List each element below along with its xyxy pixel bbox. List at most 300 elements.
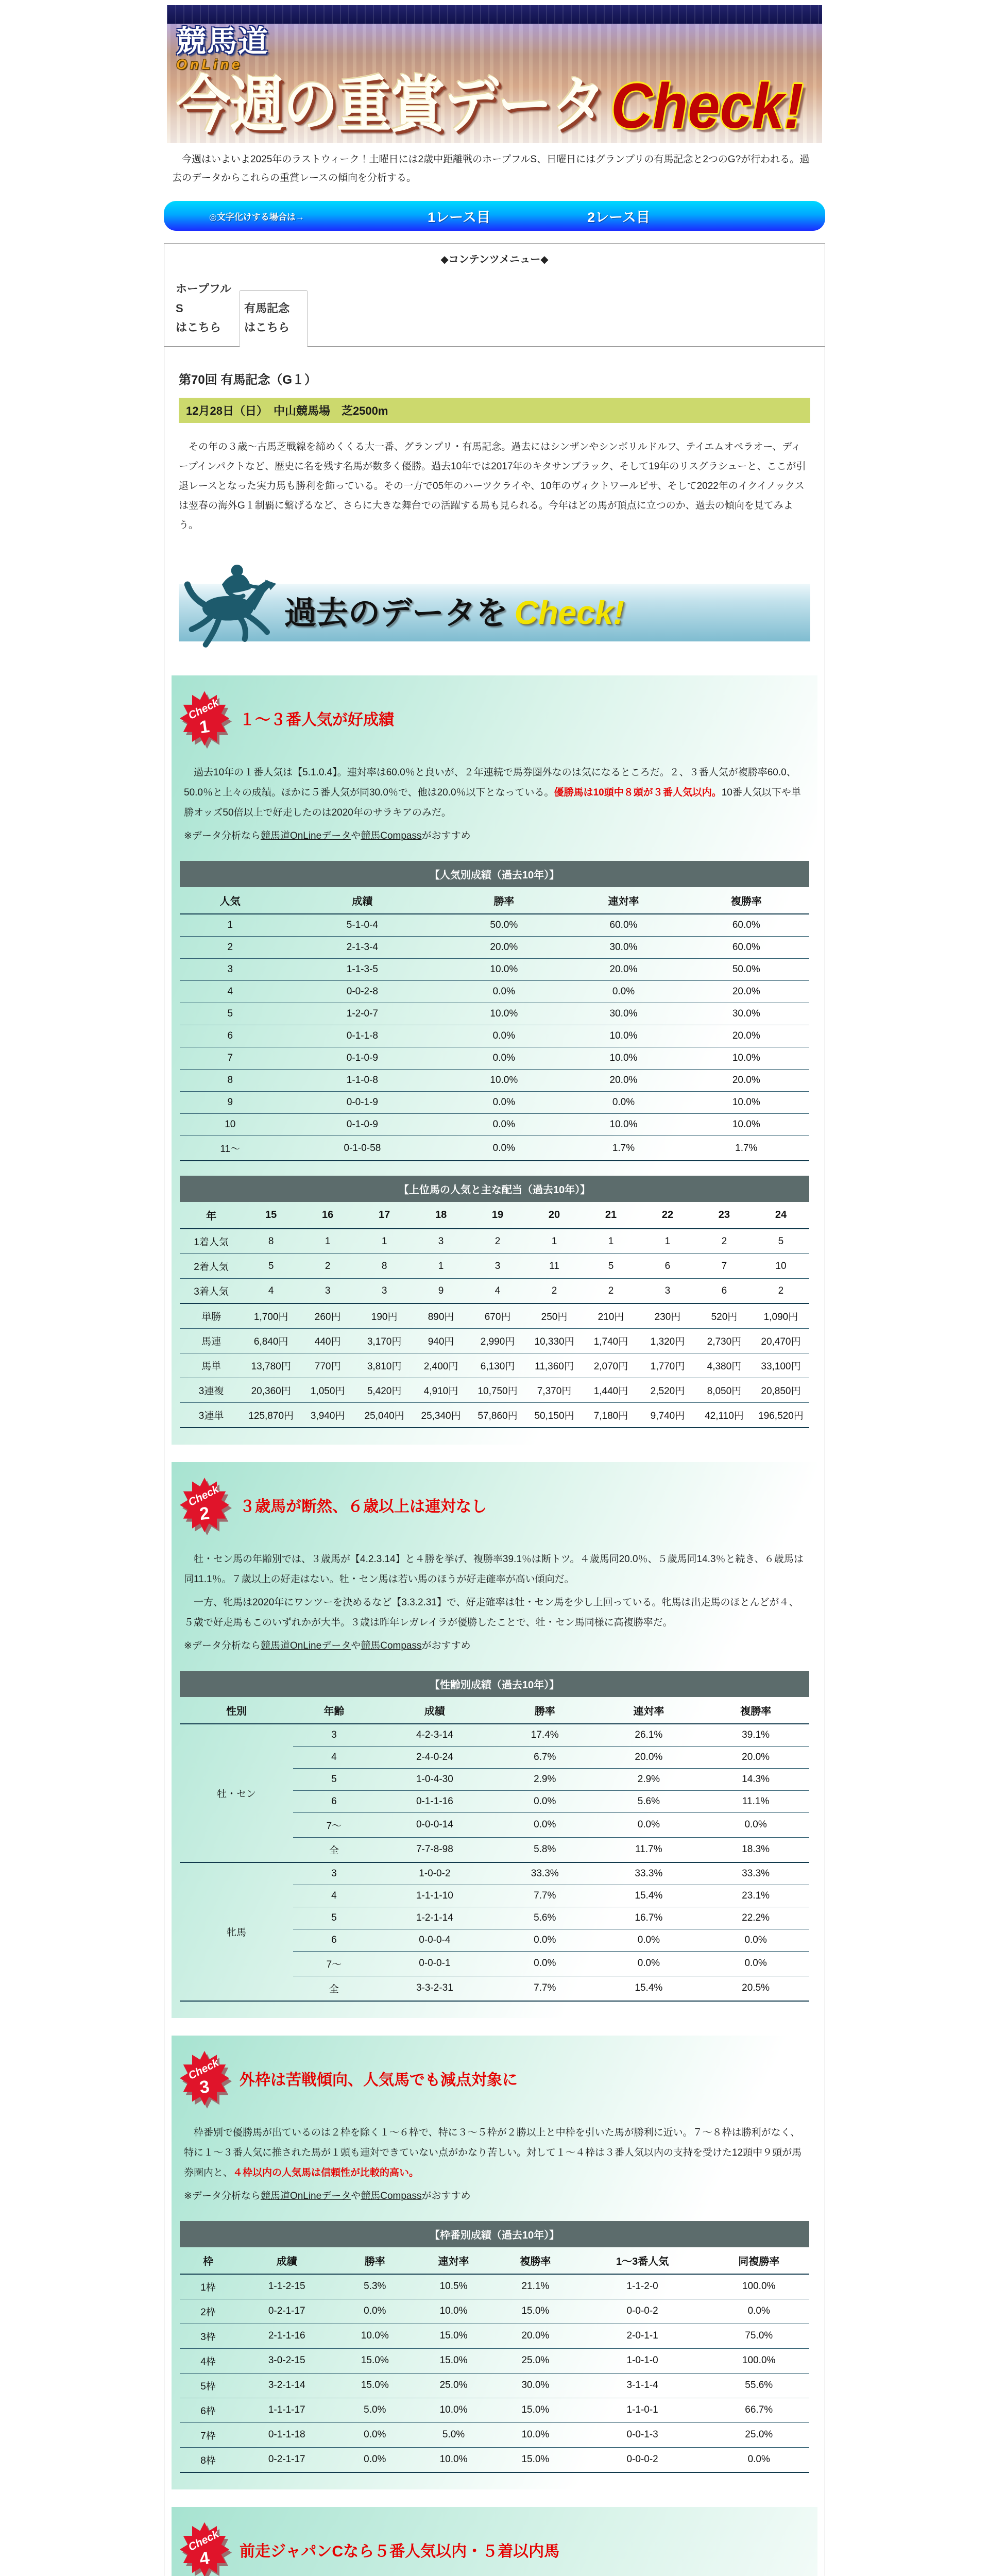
table-cell: 1.7%: [564, 1136, 683, 1161]
table-cell: 2: [583, 1279, 639, 1304]
column-header: 複勝率: [702, 1697, 809, 1724]
table-cell: 3: [356, 1279, 413, 1304]
table-cell: 39.1%: [742, 1729, 770, 1740]
table-cell: 7: [696, 1254, 753, 1279]
table-cell: 7.7%: [494, 1885, 595, 1907]
column-header: 勝率: [444, 887, 564, 914]
table-cell: 牡・セン: [216, 1788, 256, 1800]
table-cell: 5.0%: [413, 2422, 494, 2447]
table-cell: 7～: [293, 1812, 375, 1837]
past-data-text: 過去のデータを: [284, 596, 508, 632]
column-header: 勝率: [494, 1697, 595, 1724]
column-header: 成績: [375, 1697, 494, 1724]
table-cell: 17.4%: [531, 1729, 559, 1740]
table-cell: 9,740円: [639, 1403, 696, 1428]
text-segment: ※データ分析なら: [184, 2190, 261, 2201]
table-cell: 3連複: [180, 1378, 243, 1403]
check-paragraph: [184, 2123, 805, 2183]
badge-number: 1: [198, 717, 211, 738]
table-row: [180, 2447, 809, 2472]
table-cell: 1-1-3-5: [281, 959, 445, 981]
column-header: 複勝率: [684, 887, 809, 914]
table-cell: 0-0-1-9: [281, 1092, 445, 1114]
check-paragraph: [184, 826, 805, 846]
table-cell: 5: [293, 1907, 375, 1929]
tab-hopeful-stakes[interactable]: [172, 271, 240, 346]
column-header: 15: [243, 1202, 299, 1229]
table-cell: 2,730円: [696, 1329, 753, 1353]
table-cell: 0.0%: [494, 1929, 595, 1951]
table-row: [180, 1279, 809, 1304]
table-cell: 1-2-1-14: [375, 1907, 494, 1929]
table-cell: 0-1-0-9: [281, 1047, 445, 1070]
column-header: 18: [413, 1202, 469, 1229]
badge-number: 4: [198, 2548, 211, 2569]
table-cell: 20.0%: [564, 1070, 683, 1092]
column-header: 複勝率: [494, 2247, 576, 2274]
table-cell: 2枠: [180, 2299, 236, 2324]
table-cell: 6: [639, 1254, 696, 1279]
table-row: [180, 1862, 809, 1885]
table-cell: 2: [753, 1279, 809, 1304]
table-cell: 1: [413, 1254, 469, 1279]
table-cell: 55.6%: [708, 2373, 809, 2398]
table-cell: 14.3%: [702, 1768, 809, 1790]
table-row: [180, 1136, 809, 1161]
table-cell: 0-1-1-16: [375, 1790, 494, 1812]
data-table: [180, 887, 809, 1161]
table-cell: 6: [293, 1929, 375, 1951]
table-cell: 33.3%: [595, 1862, 703, 1885]
table-cell: 16.7%: [595, 1907, 703, 1929]
table-cell: 15.4%: [595, 1885, 703, 1907]
table-cell: 2-1-3-4: [281, 937, 445, 959]
table-cell: 7: [180, 1047, 281, 1070]
table-cell: 20.0%: [564, 959, 683, 981]
tab-label-line2: はこちら: [176, 320, 221, 334]
table-cell: 6: [180, 1025, 281, 1047]
table-cell: 1: [551, 1235, 557, 1247]
table-cell: 1: [325, 1235, 331, 1247]
table-cell: 10.0%: [413, 2447, 494, 2472]
table-cell: 25.0%: [494, 2348, 576, 2373]
table-cell: 33.3%: [702, 1862, 809, 1885]
table-cell: 5.0%: [337, 2398, 413, 2422]
table-cell: 25.0%: [413, 2373, 494, 2398]
column-header: 成績: [281, 887, 445, 914]
table-cell: 3: [299, 1279, 356, 1304]
nav-link-race1[interactable]: 1レース目: [428, 209, 490, 225]
table-cell: 5: [583, 1254, 639, 1279]
table-cell: 2,990円: [469, 1329, 526, 1353]
table-cell: 牝馬: [180, 1862, 293, 2001]
table-cell: 20,360円: [243, 1378, 299, 1403]
table-cell: 0-0-0-4: [375, 1929, 494, 1951]
table-cell: 2,070円: [583, 1353, 639, 1378]
table-cell: 57,860円: [469, 1403, 526, 1428]
column-header: 20: [526, 1202, 583, 1229]
table-cell: 8: [180, 1070, 281, 1092]
table-cell: 0.0%: [444, 1092, 564, 1114]
table-cell: 0-1-0-9: [281, 1114, 445, 1136]
table-cell: 10.0%: [413, 2299, 494, 2324]
table-cell: 3連単: [180, 1403, 243, 1428]
table-cell: 22.2%: [702, 1907, 809, 1929]
nav-bar: [164, 201, 825, 231]
table-cell: 100.0%: [742, 2281, 776, 2292]
table-cell: 4-2-3-14: [416, 1729, 453, 1740]
table-cell: 1,090円: [753, 1303, 809, 1329]
table-cell: 15.0%: [494, 2447, 576, 2472]
table-cell: 8: [268, 1235, 274, 1247]
table-row: [180, 1003, 809, 1025]
banner-main: [167, 24, 822, 143]
table-row: [180, 1303, 809, 1329]
table-cell: 3,810円: [356, 1353, 413, 1378]
banner-title: [176, 61, 804, 142]
table-cell: 2,400円: [413, 1353, 469, 1378]
inline-link[interactable]: 競馬道OnLineデータ: [260, 2190, 351, 2201]
inline-link[interactable]: 競馬道OnLineデータ: [260, 831, 351, 842]
table-cell: 4: [243, 1279, 299, 1304]
table-cell: 0.0%: [444, 1047, 564, 1070]
table-cell: 0.0%: [708, 2299, 809, 2324]
table-row: [180, 1047, 809, 1070]
check-badge-icon: [180, 2522, 229, 2576]
table-cell: 5.6%: [494, 1907, 595, 1929]
table-cell: 3: [639, 1279, 696, 1304]
table-cell: 2: [494, 1235, 501, 1247]
table-cell: 5,420円: [356, 1378, 413, 1403]
text-segment: がおすすめ: [421, 831, 471, 842]
check-title: ３歳馬が断然、６歳以上は連対なし: [240, 1498, 487, 1516]
inline-link[interactable]: 競馬Compass: [361, 1640, 422, 1651]
table-cell: 0.0%: [702, 1812, 809, 1837]
table-cell: 3: [293, 1862, 375, 1885]
table-cell: 6: [696, 1279, 753, 1304]
text-segment: や: [351, 831, 361, 842]
table-cell: 1枠: [200, 2282, 216, 2293]
table-cell: 1-0-1-0: [576, 2348, 709, 2373]
table-cell: 1-1-2-15: [268, 2281, 305, 2292]
check-header: [180, 2522, 809, 2576]
table-row: [180, 2274, 809, 2299]
inline-link[interactable]: 競馬Compass: [361, 831, 422, 842]
check-section-3: [172, 2036, 817, 2489]
check-paragraph: [184, 1636, 805, 1656]
table-cell: 6枠: [180, 2398, 236, 2422]
table-cell: 0.0%: [444, 981, 564, 1003]
table-cell: 13,780円: [243, 1353, 299, 1378]
tab-label-line1: ホープフルS: [176, 282, 232, 315]
table-cell: 3: [180, 959, 281, 981]
table-cell: 0-0-0-2: [576, 2447, 709, 2472]
table-cell: 1.7%: [684, 1136, 809, 1161]
table-row: [180, 1353, 809, 1378]
table-cell: 0.0%: [494, 1812, 595, 1837]
table-cell: 0-2-1-17: [236, 2299, 337, 2324]
table-cell: 4: [293, 1885, 375, 1907]
table-cell: 4,910円: [413, 1378, 469, 1403]
column-header: 枠: [180, 2247, 236, 2274]
table-cell: 20,850円: [753, 1378, 809, 1403]
page: [159, 5, 830, 2576]
column-header: 17: [356, 1202, 413, 1229]
table-cell: 20.5%: [702, 1976, 809, 2001]
table-row: [180, 1378, 809, 1403]
table-cell: 0.0%: [337, 2447, 413, 2472]
table-cell: 42,110円: [696, 1403, 753, 1428]
column-header: 連対率: [413, 2247, 494, 2274]
table-row: [180, 1254, 809, 1279]
table-cell: 1-1-0-8: [281, 1070, 445, 1092]
table-row: [180, 2373, 809, 2398]
table-cell: 7.7%: [494, 1976, 595, 2001]
column-header: 22: [639, 1202, 696, 1229]
badge-check-label: Check: [186, 697, 221, 722]
table-cell: 0-1-1-8: [281, 1025, 445, 1047]
table-cell: 18.3%: [702, 1837, 809, 1862]
text-segment: や: [351, 2190, 361, 2201]
table-cell: 1: [608, 1235, 614, 1247]
column-header: 19: [469, 1202, 526, 1229]
table-title: 【枠番別成績（過去10年）】: [180, 2221, 809, 2247]
column-header: 23: [696, 1202, 753, 1229]
table-cell: 2: [299, 1254, 356, 1279]
tab-arima-kinen[interactable]: [240, 290, 308, 347]
check-header: [180, 2051, 809, 2106]
banner-title-accent: Check!: [611, 70, 804, 142]
table-cell: 10.0%: [413, 2398, 494, 2422]
table-cell: 10.0%: [444, 959, 564, 981]
table-cell: 1-0-4-30: [375, 1768, 494, 1790]
table-cell: 30.0%: [564, 1003, 683, 1025]
content-menu-heading: ◆コンテンツメニュー◆: [440, 254, 549, 266]
table-cell: 7～: [293, 1951, 375, 1976]
table-cell: 10.0%: [684, 1114, 809, 1136]
check-badge-icon: [180, 691, 229, 745]
check-sections: [164, 675, 825, 2576]
table-cell: 21.1%: [521, 2281, 550, 2292]
table-row: [180, 1229, 809, 1254]
text-segment: がおすすめ: [421, 2190, 471, 2201]
table-title: 【性齢別成績（過去10年）】: [180, 1671, 809, 1697]
header-banner: [167, 5, 822, 143]
inline-link[interactable]: 競馬道OnLineデータ: [260, 1640, 351, 1651]
table-cell: 5-1-0-4: [346, 920, 378, 931]
table-cell: 5: [293, 1768, 375, 1790]
table-cell: 4,380円: [696, 1353, 753, 1378]
table-cell: 250円: [526, 1303, 583, 1329]
table-cell: 全: [293, 1976, 375, 2001]
table-cell: 66.7%: [708, 2398, 809, 2422]
table-cell: 6,130円: [469, 1353, 526, 1378]
table-cell: 50.0%: [490, 920, 518, 931]
table-row: [180, 1070, 809, 1092]
table-cell: 0.0%: [595, 1812, 703, 1837]
table-cell: 0.0%: [337, 2422, 413, 2447]
table-cell: 0-1-1-18: [236, 2422, 337, 2447]
table-cell: 3-2-1-14: [236, 2373, 337, 2398]
table-cell: 0-1-0-58: [281, 1136, 445, 1161]
text-segment: 牡・セン馬の年齢別では、３歳馬が【4.2.3.14】と４勝を挙げ、複勝率39.1％は断トツ。４歳馬同20.0％、５歳馬同14.3％と続き、６歳馬は同11.1％。７歳以上の好走はない。牡・セン馬は若い馬のほうが好走確率が高い傾向だ。: [184, 1554, 804, 1585]
table-cell: 125,870円: [243, 1403, 299, 1428]
table-cell: 10.0%: [564, 1114, 683, 1136]
text-segment: 枠番別で優勝馬が出ているのは２枠を除く１～６枠で、特に３～５枠が２勝以上と中枠を引いた馬が勝利に近い。７～８枠は勝利がなく、特に１～３番人気に推された馬が１頭も連対できていない点がかなり苦しい。対して１～４枠は３番人気以内の支持を受けた12頭中９頭が馬券圏内と、: [184, 2127, 802, 2178]
table-cell: 3: [469, 1254, 526, 1279]
table-cell: 0.0%: [564, 1092, 683, 1114]
table-cell: 25.0%: [708, 2422, 809, 2447]
table-cell: 0-0-0-14: [375, 1812, 494, 1837]
table-cell: 33.3%: [494, 1862, 595, 1885]
table-row: [180, 959, 809, 981]
table-cell: 11.7%: [595, 1837, 703, 1862]
table-cell: 10.0%: [444, 1070, 564, 1092]
table-cell: 30.0%: [494, 2373, 576, 2398]
table-cell: 15.0%: [413, 2348, 494, 2373]
nav-link-race2[interactable]: 2レース目: [587, 209, 650, 225]
table-cell: 0.0%: [444, 1114, 564, 1136]
check-section-1: [172, 675, 817, 1445]
data-table: [180, 1697, 809, 2002]
check-title: １～３番人気が好成績: [240, 711, 394, 729]
column-header: 年齢: [293, 1697, 375, 1724]
table-cell: 7,180円: [583, 1403, 639, 1428]
table-cell: 10.0%: [564, 1047, 683, 1070]
column-header: 人気: [180, 887, 281, 914]
table-cell: 5: [778, 1235, 784, 1247]
past-data-accent: Check!: [514, 594, 624, 632]
column-header: 1～3番人気: [576, 2247, 709, 2274]
table-cell: 2: [721, 1235, 727, 1247]
banner-title-text: 今週の重賞データ: [176, 71, 605, 140]
table-cell: 1: [381, 1235, 387, 1247]
table-cell: 8枠: [180, 2447, 236, 2472]
table-cell: 1,770円: [639, 1353, 696, 1378]
table-cell: 3: [331, 1729, 337, 1740]
table-cell: 20.0%: [702, 1746, 809, 1768]
table-cell: 1-1-1-17: [236, 2398, 337, 2422]
check-paragraph: [184, 1593, 805, 1633]
badge-number: 3: [198, 2076, 211, 2097]
column-header: 年: [180, 1202, 243, 1229]
table-cell: 5.3%: [364, 2281, 386, 2292]
horse-jockey-silhouette-icon: [182, 552, 280, 658]
table-cell: 50,150円: [526, 1403, 583, 1428]
table-cell: 11～: [180, 1136, 281, 1161]
table-row: [180, 1092, 809, 1114]
table-cell: 4: [469, 1279, 526, 1304]
check-badge-icon: [180, 2051, 229, 2106]
column-header: 同複勝率: [708, 2247, 809, 2274]
tab-bar: [164, 271, 825, 347]
table-cell: 0.0%: [494, 1951, 595, 1976]
table-cell: 馬単: [180, 1353, 243, 1378]
race-title: 第70回 有馬記念（G１）: [179, 373, 317, 387]
table-cell: 馬連: [180, 1329, 243, 1353]
text-segment: 過去10年の１番人気は【5.1.0.4】。連対率は60.0％と良いが、２年連続で馬券圏外なのは気になるところだ。２、３番人気が複勝率60.0、50.0％と上々の成績。ほかに５番人気が同30.0％で、他は20.0％以下となっている。: [184, 767, 796, 799]
table-row: [180, 2324, 809, 2348]
column-header: 連対率: [595, 1697, 703, 1724]
table-cell: 670円: [469, 1303, 526, 1329]
table-cell: 10.0%: [444, 1003, 564, 1025]
table-cell: 75.0%: [708, 2324, 809, 2348]
content-box: [164, 243, 825, 2576]
text-segment: がおすすめ: [421, 1640, 471, 1651]
table-cell: 0.0%: [595, 1929, 703, 1951]
table-cell: 1-0-0-2: [375, 1862, 494, 1885]
table-cell: 10: [180, 1114, 281, 1136]
data-table: [180, 1202, 809, 1428]
table-cell: 20.0%: [684, 1070, 809, 1092]
table-cell: 25,340円: [413, 1403, 469, 1428]
check-paragraph: [184, 763, 805, 823]
table-cell: 15.0%: [413, 2324, 494, 2348]
table-cell: 0.0%: [444, 1025, 564, 1047]
table-cell: 10.0%: [337, 2324, 413, 2348]
table-cell: 10,750円: [469, 1378, 526, 1403]
table-cell: 26.1%: [635, 1729, 663, 1740]
table-cell: 8: [356, 1254, 413, 1279]
table-cell: 0-2-1-17: [236, 2447, 337, 2472]
table-cell: 15.0%: [494, 2299, 576, 2324]
check-section-4: [172, 2507, 817, 2576]
table-cell: 7-7-8-98: [375, 1837, 494, 1862]
badge-check-label: Check: [186, 2528, 221, 2553]
table-cell: 10.5%: [439, 2281, 468, 2292]
table-cell: 9: [180, 1092, 281, 1114]
table-cell: 単勝: [180, 1303, 243, 1329]
table-row: [180, 2422, 809, 2447]
table-cell: 10.0%: [684, 1047, 809, 1070]
table-cell: 2.9%: [595, 1768, 703, 1790]
table-cell: 3枠: [180, 2324, 236, 2348]
table-row: [180, 1114, 809, 1136]
badge-check-label: Check: [186, 1483, 221, 1509]
inline-link[interactable]: 競馬Compass: [361, 2190, 422, 2201]
table-cell: 4枠: [180, 2348, 236, 2373]
table-cell: 3: [438, 1235, 444, 1247]
past-data-banner: [179, 551, 810, 658]
column-header: 成績: [236, 2247, 337, 2274]
table-cell: 0.0%: [444, 1136, 564, 1161]
table-cell: 10.0%: [684, 1092, 809, 1114]
table-cell: 940円: [413, 1329, 469, 1353]
text-segment: ※データ分析なら: [184, 831, 261, 842]
table-cell: 196,520円: [753, 1403, 809, 1428]
table-cell: 0.0%: [708, 2447, 809, 2472]
table-cell: 7,370円: [526, 1378, 583, 1403]
table-cell: 20,470円: [753, 1329, 809, 1353]
table-cell: 4: [293, 1746, 375, 1768]
table-cell: 3-1-1-4: [576, 2373, 709, 2398]
table-cell: 15.0%: [337, 2348, 413, 2373]
table-cell: 1,700円: [243, 1303, 299, 1329]
table-cell: 5: [243, 1254, 299, 1279]
table-cell: 3,940円: [299, 1403, 356, 1428]
table-cell: 5.6%: [595, 1790, 703, 1812]
table-cell: 0.0%: [595, 1951, 703, 1976]
table-row: [180, 1329, 809, 1353]
table-cell: 11.1%: [702, 1790, 809, 1812]
table-cell: 20.0%: [684, 1025, 809, 1047]
table-cell: 2.9%: [494, 1768, 595, 1790]
table-cell: 0.0%: [702, 1929, 809, 1951]
table-cell: 7枠: [180, 2422, 236, 2447]
table-cell: 0.0%: [337, 2299, 413, 2324]
check-paragraph: [184, 1550, 805, 1590]
table-cell: 11,360円: [526, 1353, 583, 1378]
